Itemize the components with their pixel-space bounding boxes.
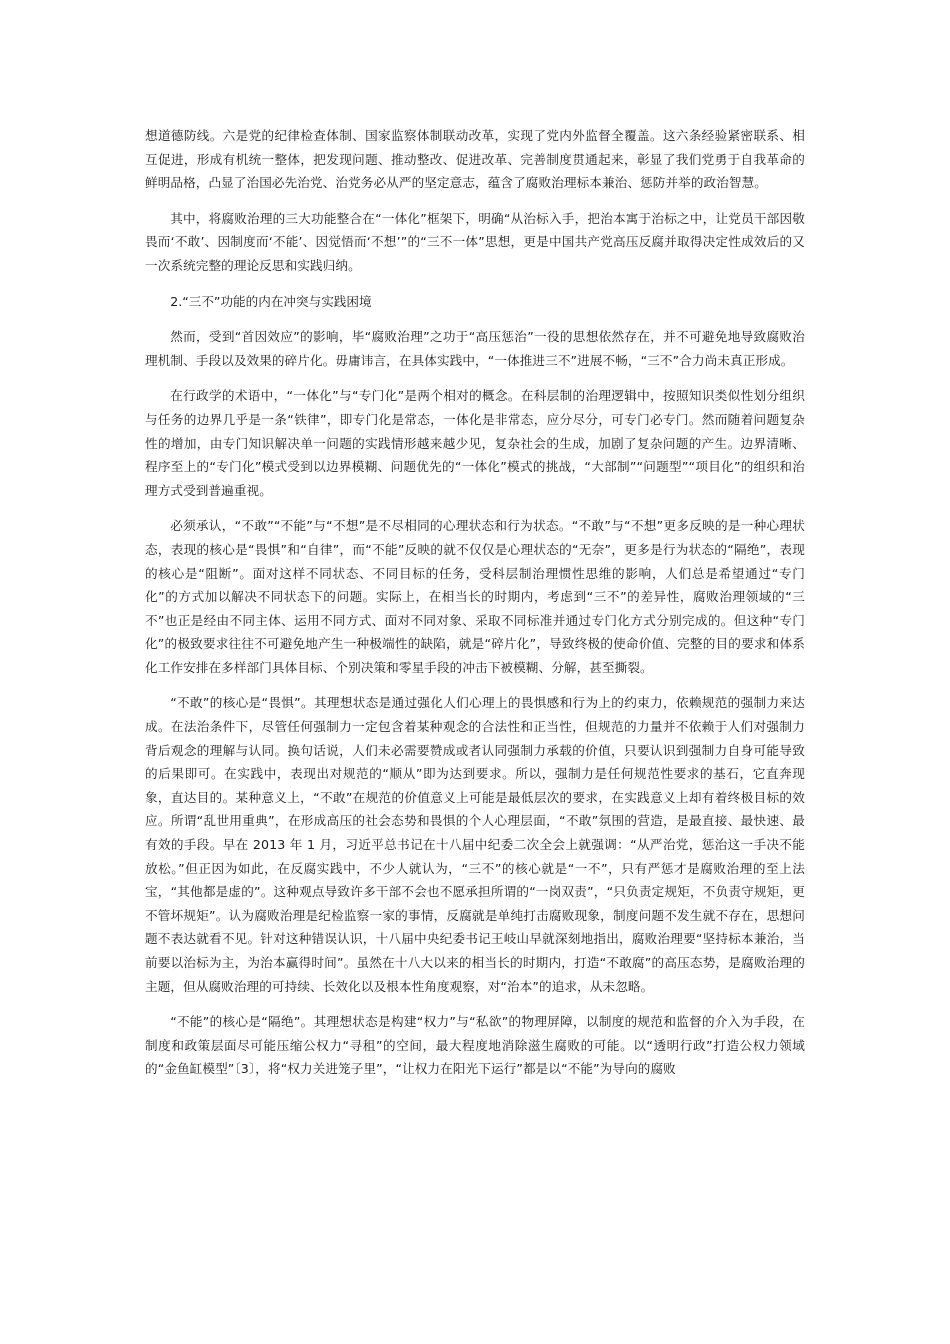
paragraph-1: 想道德防线。六是党的纪律检查体制、国家监察体制联动改革，实现了党内外监督全覆盖。这六条经验紧密联系、相互促进，形成有机统一整体，把发现问题、推动整改、促进改革、完善制度贯通起来，彰显了我们党勇于自我革命的鲜明品格，凸显了治国必先治党、治党务必从严的坚定意志，蕴含了腐败治理标本兼治、惩防并举的政治智慧。 bbox=[145, 128, 805, 191]
paragraph-5: 必须承认，“不敢”“不能”与“不想”是不尽相同的心理状态和行为状态。“不敢”与“不想”更多反映的是一种心理状态，表现的核心是“畏惧”和“自律”，而“不能”反映的就不仅仅是心理状态的“无奈”，更多是行为状态的“隔绝”，表现的核心是“阻断”。面对这样不同状态、不同目标的任务，受科层制治理惯性思维的影响，人们总是希望通过“专门化”的方式加以解决不同状态下的问题。实际上，在相当长的时期内，考虑到“三不”的差异性，腐败治理领域的“三不”也正是经由不同主体、运用不同方式、面对不同对象、采取不同标准并通过专门化方式分别完成的。但这种“专门化”的极致要求往往不可避免地产生一种极端性的缺陷，就是“碎片化”，导致终极的使命价值、完整的目的要求和体系化工作安排在多样部门具体目标、个别决策和零星手段的冲击下被模糊、分解，甚至撕裂。 bbox=[145, 518, 805, 675]
paragraph-3: 然而，受到“首因效应”的影响，毕“腐败治理”之功于“高压惩治”一役的思想依然存在，并不可避免地导致腐败治理机制、手段以及效果的碎片化。毋庸讳言，在具体实践中，“一体推进三不”进展不畅，“三不”合力尚未真正形成。 bbox=[145, 329, 805, 368]
paragraph-2: 其中，将腐败治理的三大功能整合在“一体化”框架下，明确“从治标入手，把治本寓于治标之中，让党员干部因敬畏而‘不敢’、因制度而‘不能’、因觉悟而‘不想’”的“三不一体”思想，更是中国共产党高压反腐并取得决定性成效后的又一次系统完整的理论反思和实践归纳。 bbox=[145, 210, 805, 273]
document-page bbox=[145, 124, 805, 1093]
paragraph-7: “不能”的核心是“隔绝”。其理想状态是构建“权力”与“私欲”的物理屏障，以制度的规范和监督的介入为手段，在制度和政策层面尽可能压缩公权力“寻租”的空间，最大程度地消除滋生腐败的可能。以“透明行政”打造公权力领域的“金鱼缸模型”〔3〕，将“权力关进笼子里”，“让权力在阳光下运行”都是以“不能”为导向的腐败 bbox=[145, 1014, 805, 1077]
paragraph-6: “不敢”的核心是“畏惧”。其理想状态是通过强化人们心理上的畏惧感和行为上的约束力，依赖规范的强制力来达成。在法治条件下，尽管任何强制力一定包含着某种观念的合法性和正当性，但规范的力量并不依赖于人们对强制力背后观念的理解与认同。换句话说，人们未必需要赞成或者认同强制力承载的价值，只要认识到强制力自身可能导致的后果即可。在实践中，表现出对规范的“顺从”即为达到要求。所以，强制力是任何规范性要求的基石，它直奔现象，直达目的。某种意义上，“不敢”在规范的价值意义上可能是最低层次的要求，在实践意义上却有着终极目标的效应。所谓“乱世用重典”，在形成高压的社会态势和畏惧的个人心理层面，“不敢”氛围的营造，是最直接、最快速、最有效的手段。早在 2013 年 1 月，习近平总书记在十八届中纪委二次全会上就强调：“从严治党，惩治这一手决不能放松。”但正因为如此，在反腐实践中，不少人就认为，“三不”的核心就是“一不”，只有严惩才是腐败治理的至上法宝，“其他都是虚的”。这种观点导致许多干部不会也不愿承担所谓的“一岗双责”，“只负责定规矩，不负责守规矩，更不管坏规矩”。认为腐败治理是纪检监察一家的事情，反腐就是单纯打击腐败现象，制度问题不发生就不存在，思想问题不表达就看不见。针对这种错误认识，十八届中央纪委书记王岐山早就深刻地指出，腐败治理要“坚持标本兼治，当前要以治标为主，为治本赢得时间”。虽然在十八大以来的相当长的时期内，打造“不敢腐”的高压态势，是腐败治理的主题，但从腐败治理的可持续、长效化以及根本性角度观察，对“治本”的追求，从未忽略。 bbox=[145, 695, 805, 994]
section-heading: 2.“三不”功能的内在冲突与实践困境 bbox=[170, 293, 372, 309]
paragraph-4: 在行政学的术语中，“一体化”与“专门化”是两个相对的概念。在科层制的治理逻辑中，按照知识类似性划分组织与任务的边界几乎是一条“铁律”，即专门化是常态，一体化是非常态，应分尽分，可专门必专门。然而随着问题复杂性的增加，由专门知识解决单一问题的实践情形越来越少见，复杂社会的生成，加剧了复杂问题的产生。边界清晰、程序至上的“专门化”模式受到以边界模糊、问题优先的“一体化”模式的挑战，“大部制”“问题型”“项目化”的组织和治理方式受到普遍重视。 bbox=[145, 388, 805, 498]
